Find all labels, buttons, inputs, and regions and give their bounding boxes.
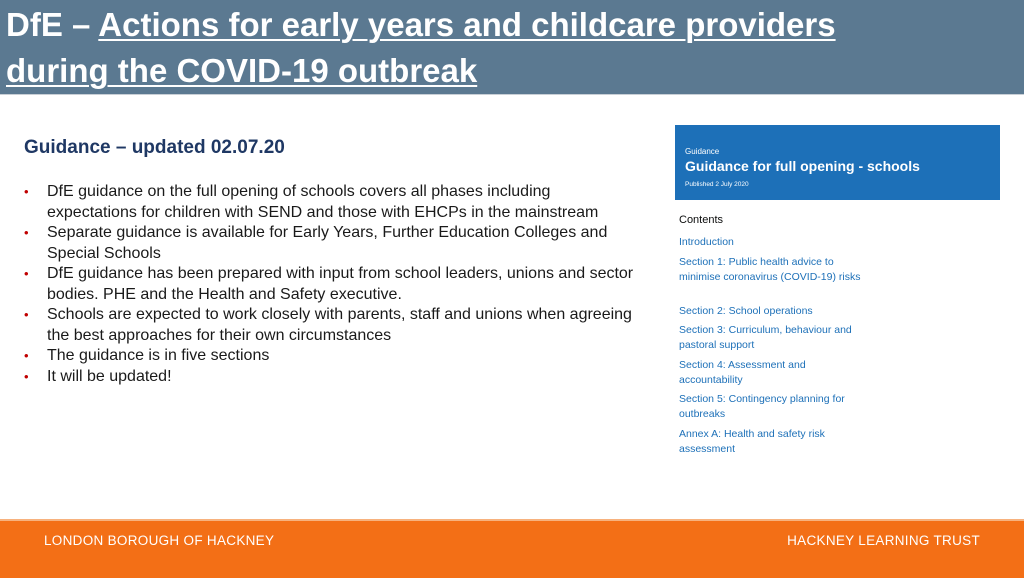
bullet-text: The guidance is in five sections [47, 347, 270, 364]
footer-london-borough-of-hackney: LONDON BOROUGH OF HACKNEY [44, 533, 275, 548]
footer-bar [0, 519, 1024, 578]
document-header [675, 125, 1000, 200]
title-link-part-1[interactable]: Actions for early years and childcare providers [98, 6, 836, 43]
bullet-text: DfE guidance on the full opening of schools covers all phases including expectations for children with SEND and those with EHCPs in the mainstream [47, 183, 599, 221]
footer-hackney-learning-trust: HACKNEY LEARNING TRUST [787, 533, 980, 548]
slide-title-line-2 [6, 52, 477, 90]
bullet-dot-icon: • [24, 307, 29, 322]
bullet-text: It will be updated! [47, 367, 172, 385]
slide-title-line-1 [6, 6, 836, 44]
bullet-item [24, 223, 634, 264]
bullet-item [24, 367, 634, 388]
toc-link-section-5[interactable]: Section 5: Contingency planning for outbreaks [679, 393, 845, 420]
bullet-dot-icon: • [24, 266, 29, 281]
bullet-text: Separate guidance is available for Early Years, Further Education Colleges and Special Schools [47, 224, 608, 262]
document-published-date: Published 2 July 2020 [685, 181, 749, 188]
document-title: Guidance for full opening - schools [685, 158, 920, 174]
bullet-text: Schools are expected to work closely with parents, staff and unions when agreeing the best approaches for their own circumstances [47, 306, 632, 344]
toc-link-section-4[interactable]: Section 4: Assessment and accountability [679, 359, 806, 386]
bullet-dot-icon: • [24, 348, 29, 363]
bullet-dot-icon: • [24, 184, 29, 199]
bullet-text: DfE guidance has been prepared with input from school leaders, unions and sector bodies. PHE and the Health and Safety executive. [47, 265, 634, 303]
toc-link-section-2[interactable]: Section 2: School operations [679, 305, 813, 317]
bullet-item [24, 182, 634, 223]
bullet-item [24, 305, 634, 346]
title-bar [0, 0, 1024, 95]
toc-link-section-1[interactable]: Section 1: Public health advice to minimise coronavirus (COVID-19) risks [679, 256, 861, 283]
title-prefix: DfE – [6, 6, 99, 43]
bullet-dot-icon: • [24, 225, 29, 240]
guidance-document-screenshot [675, 125, 1000, 460]
bullet-item [24, 346, 634, 367]
contents-label: Contents [679, 214, 724, 226]
toc-link-annex-a[interactable]: Annex A: Health and safety risk assessment [679, 428, 825, 455]
guidance-heading: Guidance – updated 02.07.20 [24, 137, 285, 158]
title-link-part-2[interactable]: during the COVID-19 outbreak [6, 52, 478, 89]
toc-link-section-3[interactable]: Section 3: Curriculum, behaviour and pastoral support [679, 324, 852, 351]
document-kicker: Guidance [685, 147, 720, 156]
bullet-item [24, 264, 634, 305]
bullet-list [24, 182, 634, 387]
bullet-dot-icon: • [24, 368, 29, 384]
toc-link-introduction[interactable]: Introduction [679, 236, 734, 248]
